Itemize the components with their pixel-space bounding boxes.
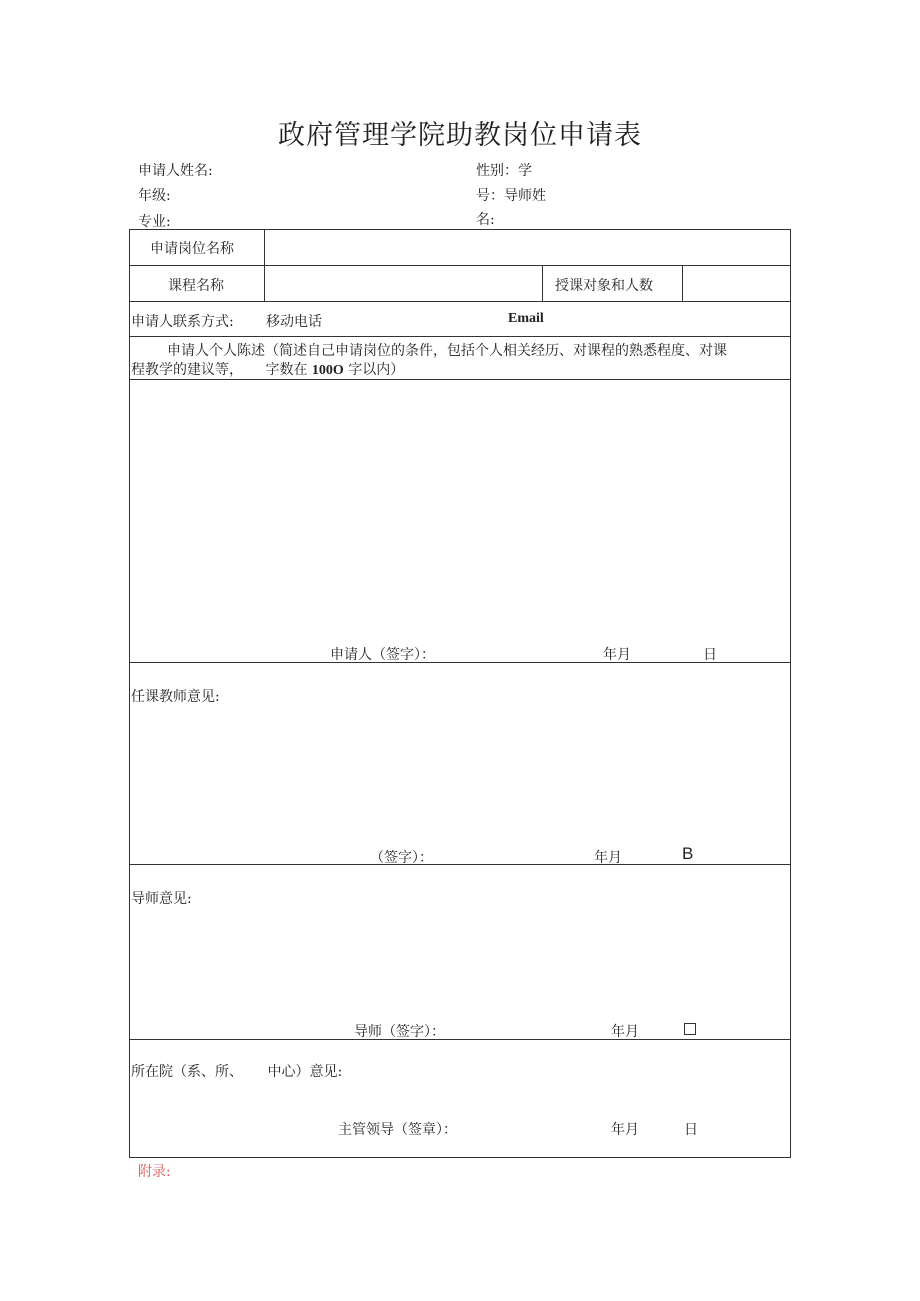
- position-input[interactable]: [266, 231, 788, 263]
- row-divider: [129, 301, 791, 302]
- row-divider: [129, 265, 791, 266]
- contact-label: 申请人联系方式:: [131, 314, 234, 330]
- dept-opinion-label: [131, 1061, 342, 1081]
- email-label: Email: [508, 311, 544, 326]
- teacher-signature-label: （签字）：: [370, 850, 433, 866]
- advisor-signature-label: 导师（签字）：: [354, 1024, 445, 1040]
- position-label: 申请岗位名称: [150, 241, 234, 257]
- major-label: 专业:: [138, 214, 171, 230]
- row-divider: [129, 1039, 791, 1040]
- mobile-label: 移动电话: [266, 314, 322, 330]
- statement-instruction-part: 字数在: [265, 362, 308, 378]
- advisor-opinion-area[interactable]: [131, 910, 789, 1010]
- column-divider: [542, 265, 543, 301]
- checkbox-icon: [684, 1021, 696, 1037]
- statement-instruction-line1: 申请人个人陈述（简述自己申请岗位的条件，包括个人相关经历、对课程的熟悉程度、对课: [167, 343, 727, 359]
- personal-statement-area[interactable]: [131, 381, 789, 636]
- applicant-date-day: 日: [703, 647, 717, 663]
- statement-instruction-part: 字以内）: [348, 362, 405, 378]
- leader-date-day: 日: [684, 1122, 698, 1138]
- advisor-date-ym: 年月: [611, 1024, 639, 1040]
- statement-instruction-line2: [131, 359, 404, 379]
- dept-opinion-label-part: 所在院（系、所、: [131, 1064, 243, 1080]
- word-limit: 100O: [311, 363, 344, 378]
- audience-input[interactable]: [684, 267, 788, 299]
- teacher-opinion-label: 任课教师意见:: [131, 689, 220, 705]
- applicant-date-ym: 年月: [603, 647, 631, 663]
- form-title: 政府管理学院助教岗位申请表: [278, 120, 642, 151]
- gender-label: 性别：学: [476, 163, 532, 179]
- appendix-label: 附录:: [138, 1164, 171, 1180]
- leader-date-ym: 年月: [611, 1122, 639, 1138]
- course-input[interactable]: [266, 267, 540, 299]
- leader-signature-label: 主管领导（签章）：: [338, 1122, 457, 1138]
- column-divider: [264, 229, 265, 301]
- applicant-name-label: 申请人姓名:: [138, 163, 213, 179]
- teacher-date-day: B: [682, 844, 694, 863]
- grade-label: 年级:: [138, 188, 171, 204]
- row-divider: [129, 662, 791, 663]
- column-divider: [682, 265, 683, 301]
- dept-opinion-label-part: 中心）意见:: [267, 1064, 343, 1080]
- advisor-name-label: 名:: [476, 212, 495, 228]
- course-label: 课程名称: [168, 278, 224, 294]
- row-divider: [129, 864, 791, 865]
- student-id-label: 号：导师姓: [476, 188, 546, 204]
- advisor-opinion-label: 导师意见:: [131, 891, 192, 907]
- teacher-opinion-area[interactable]: [131, 708, 789, 838]
- dept-opinion-area[interactable]: [131, 1082, 789, 1112]
- teacher-date-ym: 年月: [594, 850, 622, 866]
- statement-instruction-part: 程教学的建议等，: [131, 362, 243, 378]
- row-divider: [129, 336, 791, 337]
- audience-label: 授课对象和人数: [555, 278, 653, 294]
- row-divider: [129, 379, 791, 380]
- applicant-signature-label: 申请人（签字）：: [330, 647, 435, 663]
